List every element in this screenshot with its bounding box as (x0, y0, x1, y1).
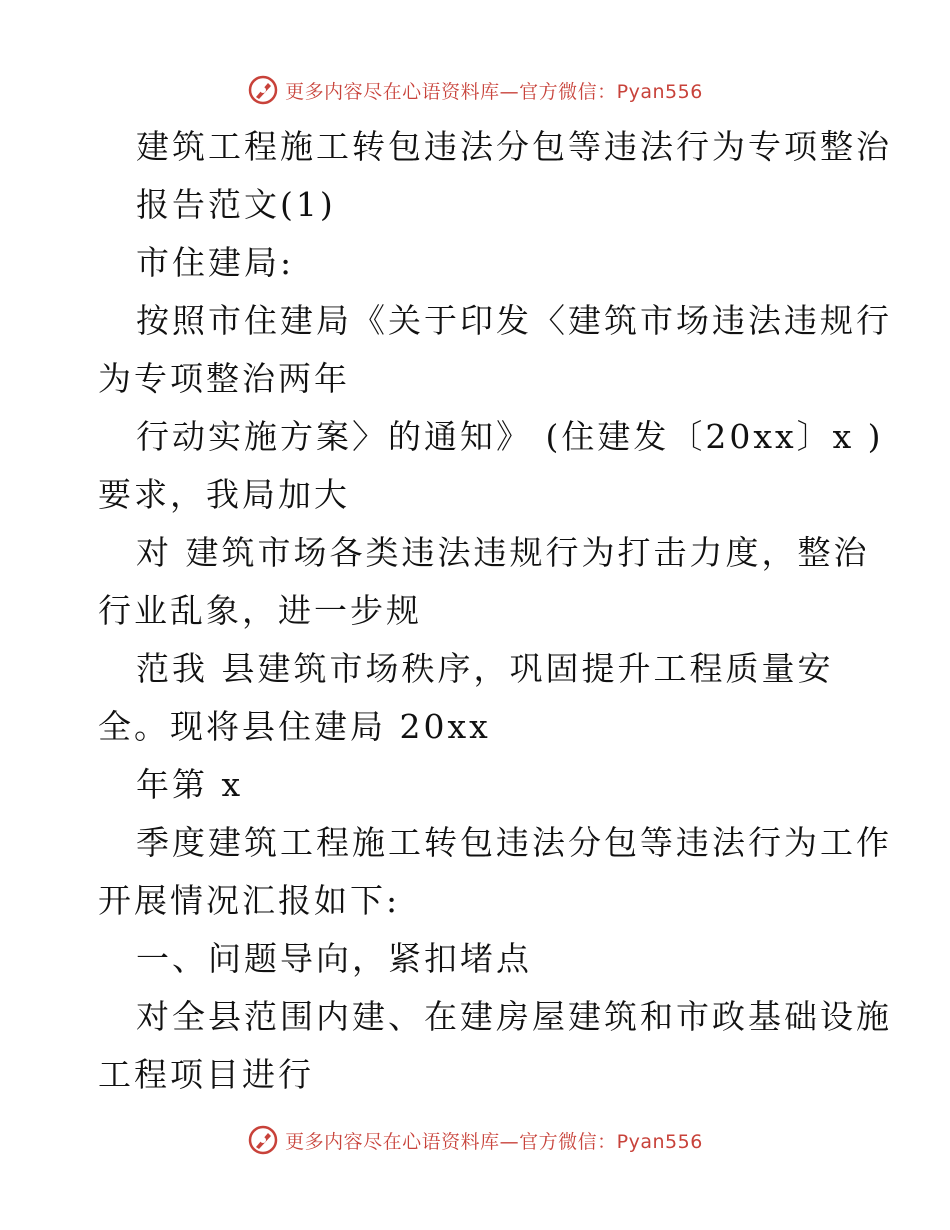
text-line: 行业乱象，进一步规 (98, 591, 422, 630)
text-line: 建筑工程施工转包违法分包等违法行为专项整治 (136, 127, 892, 166)
watermark-text: 更多内容尽在心语资料库—官方微信：Pyan556 (285, 1130, 703, 1153)
text-line: 范我 县建筑市场秩序，巩固提升工程质量安 (136, 649, 834, 688)
text-line: 开展情况汇报如下: (98, 881, 401, 920)
watermark-text: 更多内容尽在心语资料库—官方微信：Pyan556 (285, 80, 703, 103)
text-line: 按照市住建局《关于印发〈建筑市场违法违规行 (136, 301, 892, 340)
text-line: 市住建局: (136, 243, 295, 282)
text-line: 对 建筑市场各类违法违规行为打击力度，整治 (136, 533, 870, 572)
text-line: 一、问题导向，紧扣堵点 (136, 939, 532, 978)
document-body (98, 118, 892, 1104)
text-line: 季度建筑工程施工转包违法分包等违法行为工作 (136, 823, 892, 862)
watermark-footer (0, 1120, 950, 1160)
text-line: 报告范文(1) (136, 185, 336, 224)
text-line: 工程项目进行 (98, 1055, 314, 1094)
pen-logo-icon (247, 1124, 279, 1156)
text-line: 行动实施方案〉的通知》 (住建发〔20xx〕x ) (136, 417, 884, 456)
text-line: 年第 x (136, 765, 244, 804)
pen-logo-icon (247, 74, 279, 106)
text-line: 要求，我局加大 (98, 475, 350, 514)
text-line: 对全县范围内建、在建房屋建筑和市政基础设施 (136, 997, 892, 1036)
text-line: 为专项整治两年 (98, 359, 350, 398)
watermark-header (0, 70, 950, 110)
text-line: 全。现将县住建局 20xx (98, 707, 491, 746)
